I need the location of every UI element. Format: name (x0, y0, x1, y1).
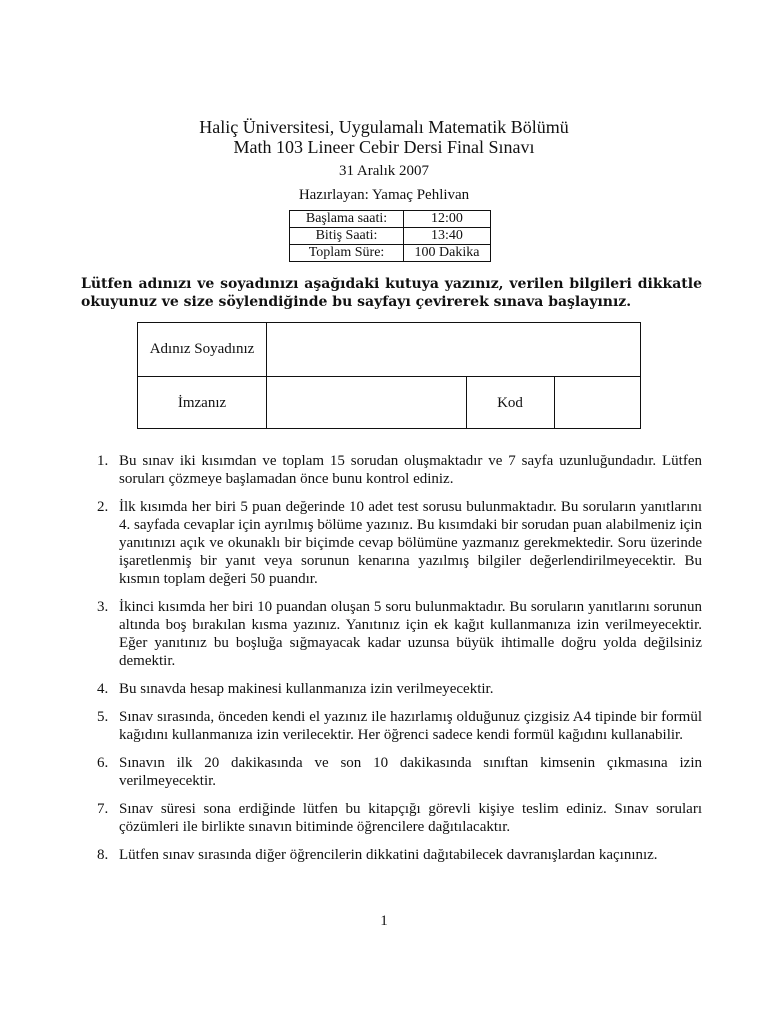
rules-list (81, 452, 702, 874)
exam-title: Math 103 Lineer Cebir Dersi Final Sınavı (233, 137, 535, 157)
rule-text: Lütfen sınav sırasında diğer öğrencilerin dikkatini dağıtabilecek davranışlardan kaçınınız. (119, 847, 658, 863)
prepared-by: Hazırlayan: Yamaç Pehlivan (298, 187, 470, 203)
end-label: Bitiş Saati: (290, 228, 404, 245)
list-item (81, 598, 702, 670)
list-item (81, 452, 702, 488)
time-row-start (290, 211, 491, 228)
rule-number: 6. (97, 755, 109, 771)
rule-text: İkinci kısımda her biri 10 puandan oluşan 5 soru bulunmaktadır. Bu soruların yanıtlarını sorunun altında boş bırakılan kısma yazınız. Yanıtınız için ek kağıt kullanmanıza izin verilmeyecektir. Eğer yanıtınız bu boşluğa sığmayacak kadar uzunsa büyük ihtimalle doğru yolda değilsiniz demektir. (119, 599, 702, 669)
id-box-divider (554, 376, 555, 428)
page-number: 1 (380, 913, 388, 929)
rule-number: 7. (97, 801, 109, 817)
rule-text: Sınavın ilk 20 dakikasında ve son 10 dakikasında sınıftan kimsenin çıkmasına izin verilmeyecektir. (119, 755, 702, 789)
rule-number: 2. (97, 499, 109, 515)
rule-number: 5. (97, 709, 109, 725)
list-item (81, 680, 702, 698)
total-value: 100 Dakika (404, 245, 491, 262)
time-table (289, 210, 491, 262)
list-item (81, 708, 702, 744)
list-item (81, 846, 702, 864)
start-label: Başlama saati: (290, 211, 404, 228)
exam-date: 31 Aralık 2007 (339, 163, 429, 179)
list-item (81, 800, 702, 836)
signature-label: İmzanız (177, 395, 227, 411)
time-row-end (290, 228, 491, 245)
time-row-total (290, 245, 491, 262)
list-item (81, 498, 702, 588)
code-label: Kod (497, 395, 523, 411)
rule-text: Sınav süresi sona erdiğinde lütfen bu kitapçığı görevli kişiye teslim ediniz. Sınav soruları çözümleri ile birlikte sınavın bitiminde öğrencilere dağıtılacaktır. (119, 801, 702, 835)
student-id-box (137, 322, 641, 429)
end-value: 13:40 (404, 228, 491, 245)
rule-text: Sınav sırasında, önceden kendi el yazınız ile hazırlamış olduğunuz çizgisiz A4 tipinde bir formül kağıdını kullanmanıza izin verilecektir. Her öğrenci sadece kendi formül kağıdını kullanabilir. (119, 709, 702, 743)
name-label: Adınız Soyadınız (149, 341, 255, 357)
id-box-divider (138, 376, 640, 377)
rule-text: Bu sınav iki kısımdan ve toplam 15 sorudan oluşmaktadır ve 7 sayfa uzunluğundadır. Lütfen soruları çözmeye başlamadan önce bunu kontrol ediniz. (119, 453, 702, 487)
total-label: Toplam Süre: (290, 245, 404, 262)
rule-text: Bu sınavda hesap makinesi kullanmanıza izin verilmeyecektir. (119, 681, 494, 697)
list-item (81, 754, 702, 790)
rule-number: 3. (97, 599, 109, 615)
university-title: Haliç Üniversitesi, Uygulamalı Matematik Bölümü (199, 117, 569, 137)
rule-text: İlk kısımda her biri 5 puan değerinde 10 adet test sorusu bulunmaktadır. Bu soruların yanıtlarını 4. sayfada cevaplar için ayrılmış bölüme yazınız. Bu kısımdaki bir sorudan puan alabilmeniz için yanıtınızı açık ve okunaklı bir biçimde cevap bölümüne yazmanız gerekmektedir. Soru üzerinde işaretlenmiş bir yanıt veya sorunun kenarına yazılmış bilgiler değerlendirilmeyecektir. Bu kısmın toplam değeri 50 puandır. (119, 499, 702, 587)
start-value: 12:00 (404, 211, 491, 228)
instruction-text: Lütfen adınızı ve soyadınızı aşağıdaki kutuya yazınız, verilen bilgileri dikkatle okuyunuz ve size söylendiğinde bu sayfayı çevirerek sınava başlayınız. (81, 276, 702, 310)
rule-number: 4. (97, 681, 109, 697)
rule-number: 8. (97, 847, 109, 863)
rule-number: 1. (97, 453, 109, 469)
id-box-divider (266, 323, 267, 428)
